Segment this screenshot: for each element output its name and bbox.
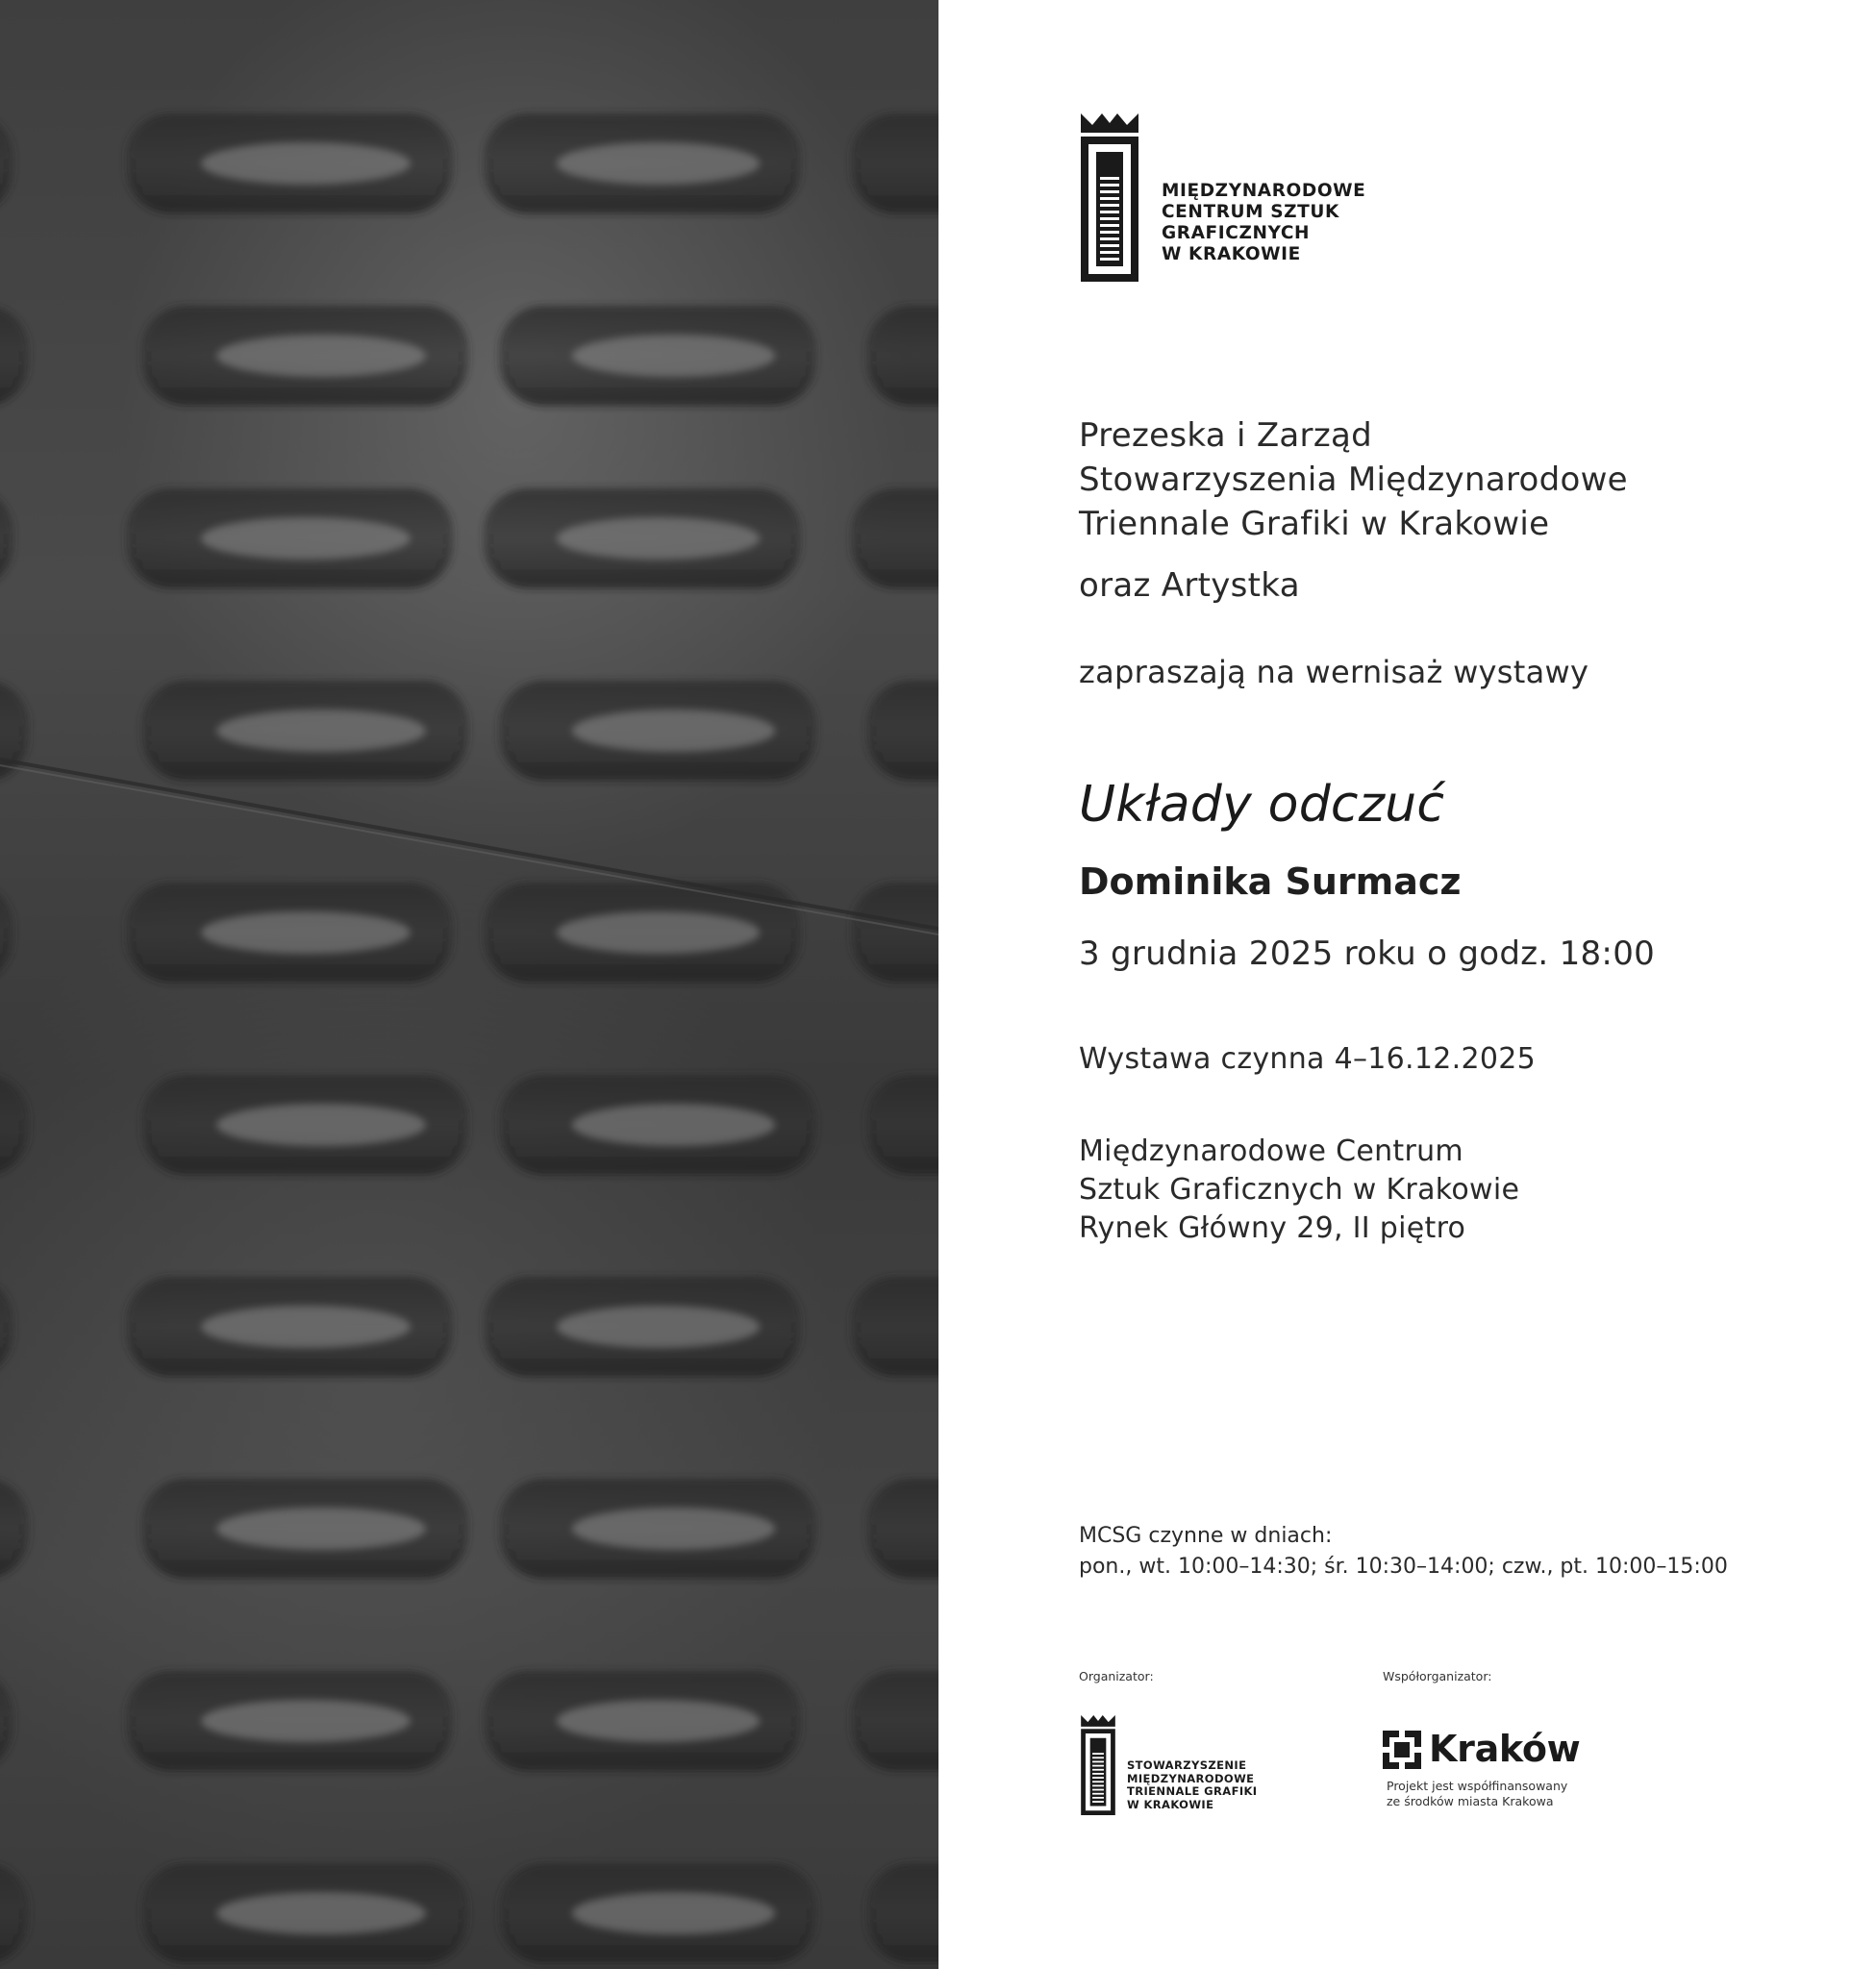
smtg-logo-text: STOWARZYSZENIE MIĘDZYNARODOWE TRIENNALE GRAFIKI W KRAKOWIE: [1127, 1758, 1258, 1811]
print-pad: [0, 488, 13, 588]
print-highlight: [557, 1306, 760, 1348]
print-pad: [866, 1479, 938, 1579]
exhibition-dates: Wystawa czynna 4–16.12.2025: [1079, 1042, 1537, 1076]
print-highlight: [216, 1104, 426, 1146]
intro-text: [1079, 413, 1628, 546]
print-highlight: [572, 335, 775, 377]
exhibition-title: Układy odczuć: [1079, 776, 1445, 834]
print-highlight: [201, 1700, 411, 1742]
print-highlight: [201, 911, 411, 954]
print-pad: [851, 113, 938, 213]
print-highlight: [572, 1104, 775, 1146]
print-pad: [866, 1863, 938, 1963]
print-pad: [0, 883, 13, 983]
and-artist-text: oraz Artystka: [1079, 566, 1300, 605]
print-highlight: [201, 142, 411, 185]
print-highlight: [572, 710, 775, 752]
venue-line: Rynek Główny 29, II piętro: [1079, 1211, 1466, 1245]
intro-line: Triennale Grafiki w Krakowie: [1079, 505, 1550, 543]
print-pad: [0, 1863, 29, 1963]
print-highlight: [572, 1892, 775, 1934]
krakow-wordmark: Kraków: [1429, 1728, 1581, 1770]
invitation-panel: [1079, 0, 1829, 1969]
organizer-label: Organizator:: [1079, 1669, 1154, 1683]
cofinancing-note: Projekt jest współfinansowany ze środków miasta Krakowa: [1387, 1779, 1568, 1808]
opening-hours: [1079, 1521, 1728, 1583]
print-pad: [0, 113, 13, 213]
intro-line: Stowarzyszenia Międzynarodowe: [1079, 461, 1628, 499]
print-highlight: [557, 517, 760, 560]
print-pad: [866, 306, 938, 406]
print-pad: [0, 1075, 29, 1175]
print-highlight: [201, 1306, 411, 1348]
venue-line: Sztuk Graficznych w Krakowie: [1079, 1173, 1520, 1207]
print-pad: [0, 1479, 29, 1579]
print-pad: [851, 1671, 938, 1771]
venue-address: [1079, 1133, 1519, 1248]
print-highlight: [216, 710, 426, 752]
print-highlight: [201, 517, 411, 560]
coorganizer-label: Współorganizator:: [1383, 1669, 1492, 1683]
print-pad: [851, 1277, 938, 1377]
venue-line: Międzynarodowe Centrum: [1079, 1134, 1463, 1168]
print-pad: [0, 1671, 13, 1771]
opening-hours-label: MCSG czynne w dniach:: [1079, 1524, 1333, 1548]
print-highlight: [557, 1700, 760, 1742]
artist-name: Dominika Surmacz: [1079, 860, 1462, 903]
intro-line: Prezeska i Zarząd: [1079, 416, 1372, 455]
mcsg-logo-icon: [1079, 113, 1140, 282]
opening-datetime: 3 grudnia 2025 roku o godz. 18:00: [1079, 935, 1656, 973]
print-highlight: [572, 1508, 775, 1550]
krakow-logo-icon: [1383, 1731, 1421, 1769]
print-highlight: [216, 1892, 426, 1934]
print-pad: [866, 681, 938, 781]
invite-text: zapraszają na wernisaż wystawy: [1079, 654, 1589, 690]
print-highlight: [216, 335, 426, 377]
smtg-logo-icon: [1079, 1715, 1117, 1815]
print-pad: [0, 1277, 13, 1377]
opening-hours-value: pon., wt. 10:00–14:30; śr. 10:30–14:00; czw., pt. 10:00–15:00: [1079, 1555, 1728, 1579]
mcsg-logo-text: MIĘDZYNARODOWE CENTRUM SZTUK GRAFICZNYCH W KRAKOWIE: [1162, 181, 1366, 264]
print-pad: [0, 306, 29, 406]
print-pad: [851, 488, 938, 588]
print-highlight: [216, 1508, 426, 1550]
print-highlight: [557, 142, 760, 185]
print-pad: [866, 1075, 938, 1175]
print-highlight: [557, 911, 760, 954]
